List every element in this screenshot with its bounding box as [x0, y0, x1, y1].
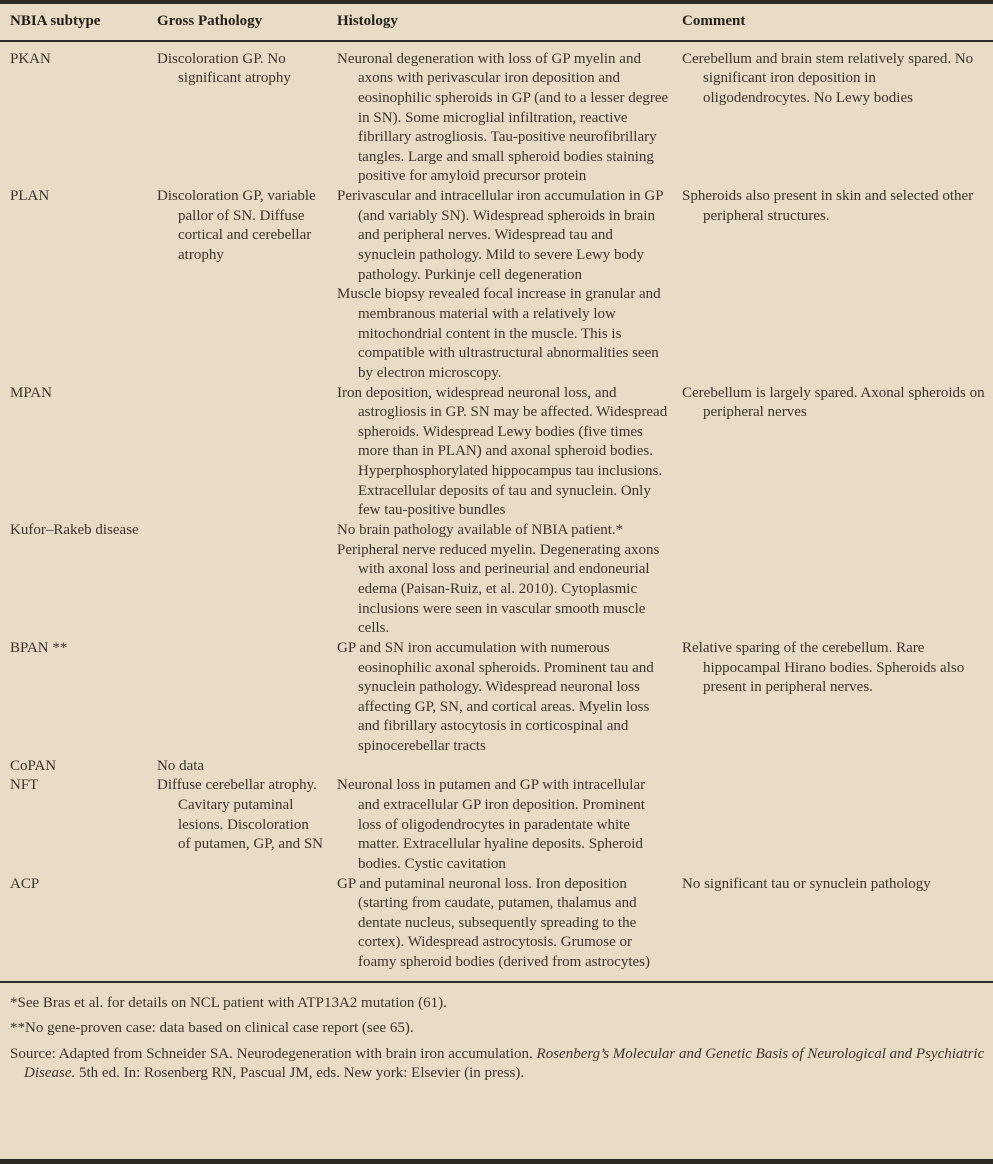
paragraph: Discoloration GP, variable pallor of SN. Diffuse cortical and cerebellar atrophy [157, 188, 316, 264]
cell-gross-pathology [157, 521, 337, 639]
table-row-pkan [0, 50, 993, 187]
table-row-mpan [0, 384, 993, 521]
cell-subtype: NFT [10, 777, 39, 794]
cell-subtype: ACP [10, 875, 40, 892]
paragraph: Muscle biopsy revealed focal increase in granular and membranous material with a relatively low mitochondrial content in the muscle. This is compatible with ultrastructural abnormalities seen by electron microscopy. [337, 286, 661, 381]
cell-comment [682, 639, 985, 757]
cell-gross-pathology [157, 384, 337, 521]
cell-gross-pathology [157, 639, 337, 757]
table-row-kufor-rakeb [0, 521, 993, 639]
column-header-histology: Histology [337, 13, 398, 29]
paragraph: Peripheral nerve reduced myelin. Degenerating axons with axonal loss and perineurial and endoneurial edema (Paisan-Ruiz, et al. 2010). Cytoplasmic inclusions were seen in vascular smooth muscle cells. [337, 541, 660, 637]
paragraph: Diffuse cerebellar atrophy. Cavitary putaminal lesions. Discoloration of putamen, GP, and SN [157, 777, 323, 853]
cell-gross-pathology [157, 757, 337, 777]
cell-comment [682, 384, 985, 521]
cell-histology [337, 384, 682, 521]
cell-histology [337, 50, 682, 187]
cell-histology [337, 776, 682, 874]
column-header-nbia-subtype: NBIA subtype [10, 13, 101, 29]
footnote-double-asterisk: **No gene-proven case: data based on clinical case report (see 65). [10, 1020, 414, 1037]
cell-gross-pathology [157, 875, 337, 973]
table-row-nft [0, 776, 993, 874]
cell-subtype: Kufor–Rakeb disease [10, 522, 139, 539]
cell-histology [337, 757, 682, 777]
table-row-acp [0, 875, 993, 973]
paragraph: Neuronal degeneration with loss of GP myelin and axons with perivascular iron deposition and eosinophilic spheroids in GP (and to a lesser degree in SN). Some microglial infiltration, reactive fibrillary astrogliosis. Tau-positive neurofibrillary tangles. Large and small spheroid bodies staining positive for amyloid precursor protein [337, 50, 669, 185]
paragraph: Perivascular and intracellular iron accumulation in GP (and variably SN). Widespread spheroids in brain and peripheral nerves. Widespread tau and synuclein pathology. Mild to severe Lewy body pathology. Purkinje cell degeneration [337, 188, 664, 283]
paragraph: Relative sparing of the cerebellum. Rare hippocampal Hirano bodies. Spheroids also present in peripheral nerves. [682, 639, 965, 696]
table-row-copan [0, 757, 993, 777]
paragraph: No significant tau or synuclein pathology [682, 875, 931, 892]
paragraph: No brain pathology available of NBIA patient.* [337, 522, 624, 539]
cell-histology [337, 187, 682, 383]
cell-subtype: PLAN [10, 188, 50, 205]
source-text: Source: Adapted from Schneider SA. Neurodegeneration with brain iron accumulation. [10, 1045, 537, 1062]
cell-comment [682, 875, 985, 973]
footnote-asterisk: *See Bras et al. for details on NCL patient with ATP13A2 mutation (61). [10, 994, 447, 1011]
paragraph: Neuronal loss in putamen and GP with intracellular and extracellular GP iron deposition. Prominent loss of oligodendrocytes in paradentate white matter. Extracellular hyaline deposits. Spheroid bodies. Cystic cavitation [337, 777, 646, 872]
cell-comment [682, 757, 985, 777]
cell-gross-pathology [157, 187, 337, 383]
cell-comment [682, 187, 985, 383]
cell-subtype: PKAN [10, 50, 51, 67]
cell-histology [337, 639, 682, 757]
paragraph: No data [157, 757, 205, 774]
cell-histology [337, 521, 682, 639]
footnote-source [10, 1045, 985, 1084]
cell-comment [682, 521, 985, 639]
column-header-gross-pathology: Gross Pathology [157, 13, 263, 29]
table-row-plan [0, 187, 993, 383]
cell-comment [682, 50, 985, 187]
source-book-title: Rosenberg’s Molecular and Genetic Basis of Neurological and Psychiatric Disease. [24, 1045, 985, 1082]
paragraph: Discoloration GP. No significant atrophy [157, 50, 291, 87]
footnotes [0, 983, 993, 1090]
paragraph: Cerebellum and brain stem relatively spared. No significant iron deposition in oligodendrocytes. No Lewy bodies [682, 50, 974, 106]
paragraph: GP and putaminal neuronal loss. Iron deposition (starting from caudate, putamen, thalamus and dentate nucleus, subsequently spreading to the cortex). Widespread astrocytosis. Grumose or foamy spheroid bodies (derived from astrocytes) [337, 875, 650, 971]
source-citation-tail: 5th ed. In: Rosenberg RN, Pascual JM, eds. New york: Elsevier (in press). [75, 1065, 525, 1082]
table-header-row [0, 4, 993, 42]
cell-gross-pathology [157, 776, 337, 874]
paragraph: Spheroids also present in skin and selected other peripheral structures. [682, 188, 974, 224]
paragraph: Cerebellum is largely spared. Axonal spheroids on peripheral nerves [682, 384, 985, 421]
cell-subtype: MPAN [10, 384, 52, 401]
cell-subtype: BPAN ** [10, 639, 68, 656]
cell-gross-pathology [157, 50, 337, 187]
cell-histology [337, 875, 682, 973]
cell-subtype: CoPAN [10, 757, 57, 774]
cell-comment [682, 776, 985, 874]
paragraph: GP and SN iron accumulation with numerous eosinophilic axonal spheroids. Prominent tau and synuclein pathology. Widespread neuronal loss affecting GP, SN, and cortical areas. Myelin loss and fibrillary astocytosis in corticospinal and spinocerebellar tracts [337, 639, 654, 755]
table-row-bpan [0, 639, 993, 757]
table-body [0, 42, 993, 973]
column-header-comment: Comment [682, 13, 746, 29]
paragraph: Iron deposition, widespread neuronal loss, and astrogliosis in GP. SN may be affected. Widespread spheroids. Widespread Lewy bodies (five times more than in PLAN) and axonal spheroid bodies. Hyperphosphorylated hippocampus tau inclusions. Extracellular deposits of tau and synuclein. Only few tau-positive bundles [337, 384, 668, 519]
